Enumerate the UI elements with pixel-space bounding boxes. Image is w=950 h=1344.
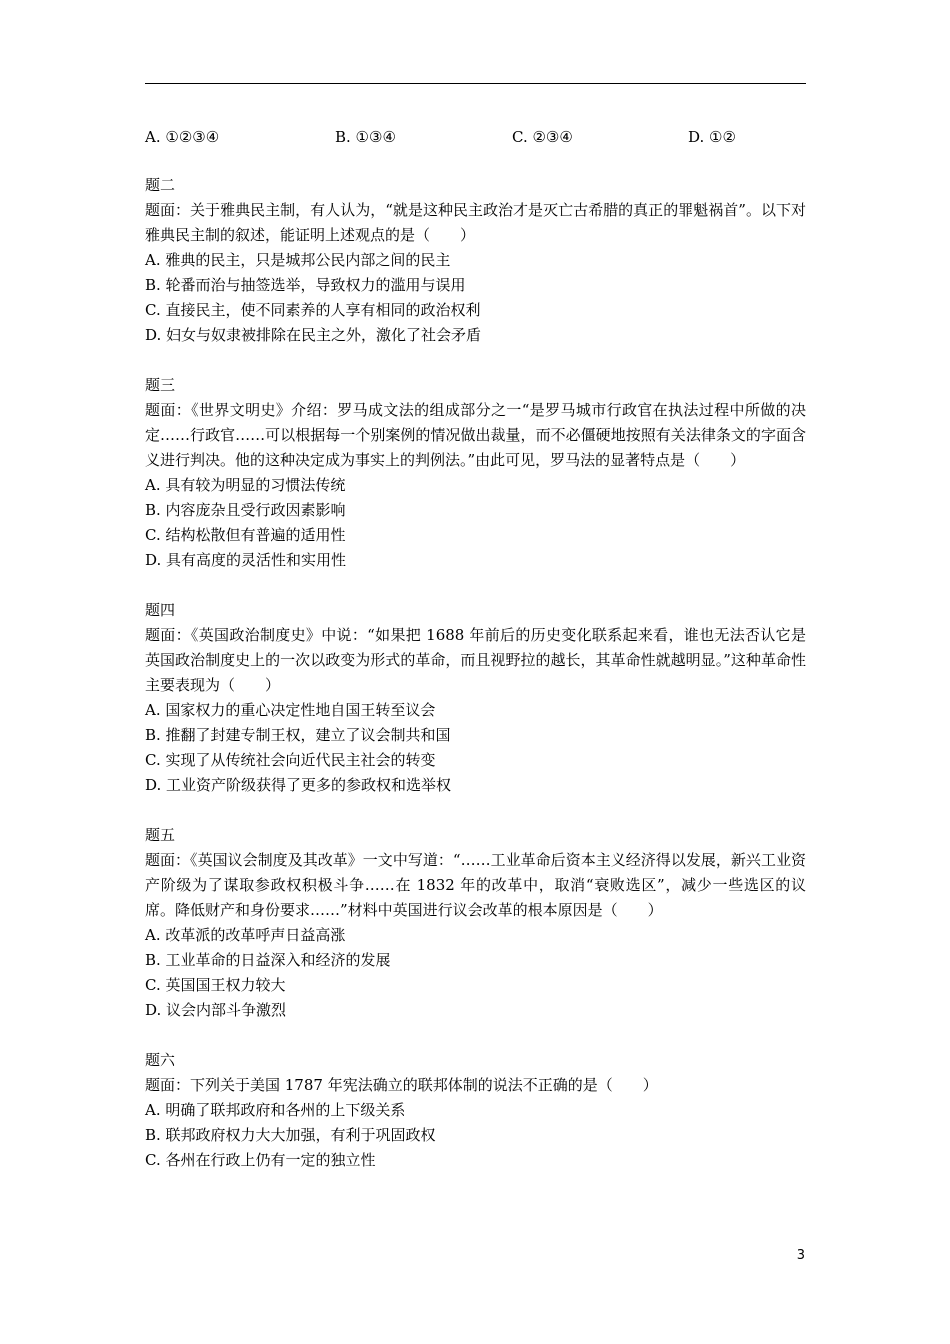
- question-6: [145, 1048, 806, 1173]
- question-option: A. 雅典的民主，只是城邦公民内部之间的民主: [145, 251, 451, 269]
- question-list: [145, 173, 806, 1198]
- question-option: C. 英国国王权力较大: [145, 976, 286, 994]
- question-option: A. 明确了联邦政府和各州的上下级关系: [145, 1101, 406, 1119]
- question-option: C. 直接民主，使不同素养的人享有相同的政治权利: [145, 301, 481, 319]
- question-5: [145, 823, 806, 1023]
- question-stem: 题面：《英国议会制度及其改革》一文中写道：“……工业革命后资本主义经济得以发展，新兴工业资产阶级为了谋取参政权积极斗争……在 1832 年的改革中，取消“衰败选区”，减少一些选区的议席。降低财产和身份要求……”材料中英国进行议会改革的根本原因是（ ）: [145, 851, 806, 919]
- question-4: [145, 598, 806, 798]
- question-title: 题五: [145, 826, 176, 844]
- option-c: C. ②③④: [512, 128, 573, 146]
- question-title: 题三: [145, 376, 176, 394]
- question-option: D. 工业资产阶级获得了更多的参政权和选举权: [145, 776, 452, 794]
- page-number: 3: [796, 1248, 805, 1263]
- question-3: [145, 373, 806, 573]
- option-b: B. ①③④: [335, 128, 396, 146]
- question-option: D. 妇女与奴隶被排除在民主之外，激化了社会矛盾: [145, 326, 482, 344]
- question-option: B. 联邦政府权力大大加强，有利于巩固政权: [145, 1126, 436, 1144]
- question-title: 题二: [145, 176, 176, 194]
- header-rule: [145, 83, 806, 84]
- question-option: D. 具有高度的灵活性和实用性: [145, 551, 347, 569]
- option-a: A. ①②③④: [145, 128, 220, 146]
- question-option: D. 议会内部斗争激烈: [145, 1001, 287, 1019]
- question-option: A. 具有较为明显的习惯法传统: [145, 476, 346, 494]
- question-stem: 题面：下列关于美国 1787 年宪法确立的联邦体制的说法不正确的是（ ）: [145, 1076, 658, 1094]
- question-title: 题六: [145, 1051, 176, 1069]
- question-option: B. 推翻了封建专制王权，建立了议会制共和国: [145, 726, 451, 744]
- question-title: 题四: [145, 601, 176, 619]
- question-option: A. 改革派的改革呼声日益高涨: [145, 926, 346, 944]
- question-option: C. 结构松散但有普遍的适用性: [145, 526, 346, 544]
- question-stem: 题面：《世界文明史》介绍：罗马成文法的组成部分之一“是罗马城市行政官在执法过程中所做的决定……行政官……可以根据每一个别案例的情况做出裁量，而不必僵硬地按照有关法律条文的字面含义进行判决。他的这种决定成为事实上的判例法。”由此可见，罗马法的显著特点是（ ）: [145, 401, 806, 469]
- question-stem: 题面：《英国政治制度史》中说：“如果把 1688 年前后的历史变化联系起来看，谁也无法否认它是英国政治制度史上的一次以政变为形式的革命，而且视野拉的越长，其革命性就越明显。”这种革命性主要表现为（ ）: [145, 626, 806, 694]
- question-stem: 题面：关于雅典民主制，有人认为，“就是这种民主政治才是灭亡古希腊的真正的罪魁祸首”。以下对雅典民主制的叙述，能证明上述观点的是（ ）: [145, 201, 806, 244]
- question-option: B. 轮番而治与抽签选举，导致权力的滥用与误用: [145, 276, 466, 294]
- question-option: B. 工业革命的日益深入和经济的发展: [145, 951, 391, 969]
- question-option: B. 内容庞杂且受行政因素影响: [145, 501, 346, 519]
- question-2: [145, 173, 806, 348]
- question-option: C. 实现了从传统社会向近代民主社会的转变: [145, 751, 436, 769]
- option-d: D. ①②: [688, 128, 736, 146]
- previous-question-options: [145, 126, 806, 148]
- question-option: C. 各州在行政上仍有一定的独立性: [145, 1151, 376, 1169]
- question-option: A. 国家权力的重心决定性地自国王转至议会: [145, 701, 436, 719]
